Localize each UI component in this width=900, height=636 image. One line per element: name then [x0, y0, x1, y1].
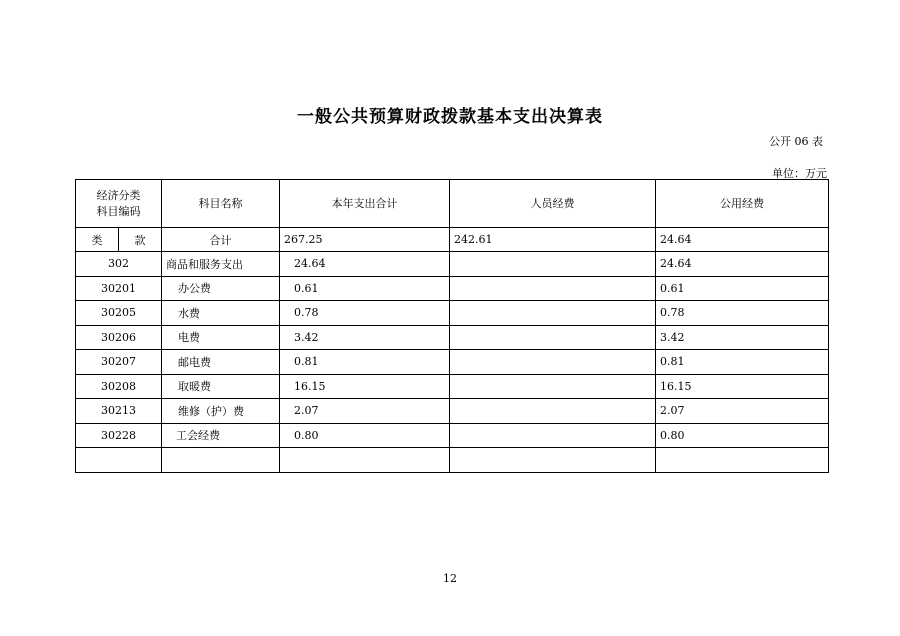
row-total: 16.15 — [280, 374, 450, 399]
row-total: 0.80 — [280, 423, 450, 448]
row-name: 水费 — [162, 301, 280, 326]
page-number: 12 — [443, 572, 457, 585]
row-public: 0.61 — [656, 276, 829, 301]
row-public: 0.80 — [656, 423, 829, 448]
totals-label: 合计 — [162, 228, 280, 252]
row-personnel — [450, 301, 656, 326]
header-econ-class-label: 经济分类 — [96, 188, 141, 202]
row-personnel — [450, 350, 656, 375]
row-name: 邮电费 — [162, 350, 280, 375]
totals-personnel: 242.61 — [450, 228, 656, 252]
row-code: 30205 — [76, 301, 162, 326]
table-row — [76, 276, 829, 301]
header-total: 本年支出合计 — [280, 180, 450, 228]
row-code: 30208 — [76, 374, 162, 399]
row-public: 0.78 — [656, 301, 829, 326]
form-number: 公开 06 表 — [769, 135, 823, 148]
empty-cell — [450, 448, 656, 473]
row-name: 商品和服务支出 — [162, 252, 280, 277]
row-personnel — [450, 276, 656, 301]
row-total: 2.07 — [280, 399, 450, 424]
row-code: 30201 — [76, 276, 162, 301]
row-personnel — [450, 374, 656, 399]
row-code: 30228 — [76, 423, 162, 448]
row-personnel — [450, 252, 656, 277]
row-code: 30206 — [76, 325, 162, 350]
empty-row — [76, 448, 829, 473]
row-name: 维修（护）费 — [162, 399, 280, 424]
row-total: 0.78 — [280, 301, 450, 326]
table-row — [76, 301, 829, 326]
row-total: 0.61 — [280, 276, 450, 301]
header-econ-class — [76, 180, 162, 228]
table-row — [76, 399, 829, 424]
row-name: 工会经费 — [162, 423, 280, 448]
row-public: 16.15 — [656, 374, 829, 399]
row-name: 取暖费 — [162, 374, 280, 399]
row-code: 30213 — [76, 399, 162, 424]
row-public: 2.07 — [656, 399, 829, 424]
header-subject-code-label: 科目编码 — [96, 204, 141, 218]
table-row — [76, 374, 829, 399]
row-code: 30207 — [76, 350, 162, 375]
table-header-row — [76, 180, 829, 228]
header-subject-name: 科目名称 — [162, 180, 280, 228]
row-total: 0.81 — [280, 350, 450, 375]
unit-label: 单位：万元 — [772, 167, 827, 180]
table-row — [76, 423, 829, 448]
row-code: 302 — [76, 252, 162, 277]
table-row — [76, 350, 829, 375]
row-total: 3.42 — [280, 325, 450, 350]
header-personnel: 人员经费 — [450, 180, 656, 228]
totals-row — [76, 228, 829, 252]
empty-cell — [280, 448, 450, 473]
row-public: 0.81 — [656, 350, 829, 375]
row-personnel — [450, 325, 656, 350]
row-personnel — [450, 399, 656, 424]
page-title: 一般公共预算财政拨款基本支出决算表 — [297, 107, 603, 127]
empty-cell — [162, 448, 280, 473]
header-public: 公用经费 — [656, 180, 829, 228]
table-row — [76, 252, 829, 277]
header-item: 款 — [119, 228, 162, 252]
empty-cell — [76, 448, 162, 473]
row-personnel — [450, 423, 656, 448]
row-total: 24.64 — [280, 252, 450, 277]
row-public: 3.42 — [656, 325, 829, 350]
empty-cell — [656, 448, 829, 473]
table-row — [76, 325, 829, 350]
row-name: 电费 — [162, 325, 280, 350]
header-category: 类 — [76, 228, 119, 252]
row-public: 24.64 — [656, 252, 829, 277]
totals-public: 24.64 — [656, 228, 829, 252]
totals-total: 267.25 — [280, 228, 450, 252]
expenditure-table — [75, 179, 829, 473]
row-name: 办公费 — [162, 276, 280, 301]
